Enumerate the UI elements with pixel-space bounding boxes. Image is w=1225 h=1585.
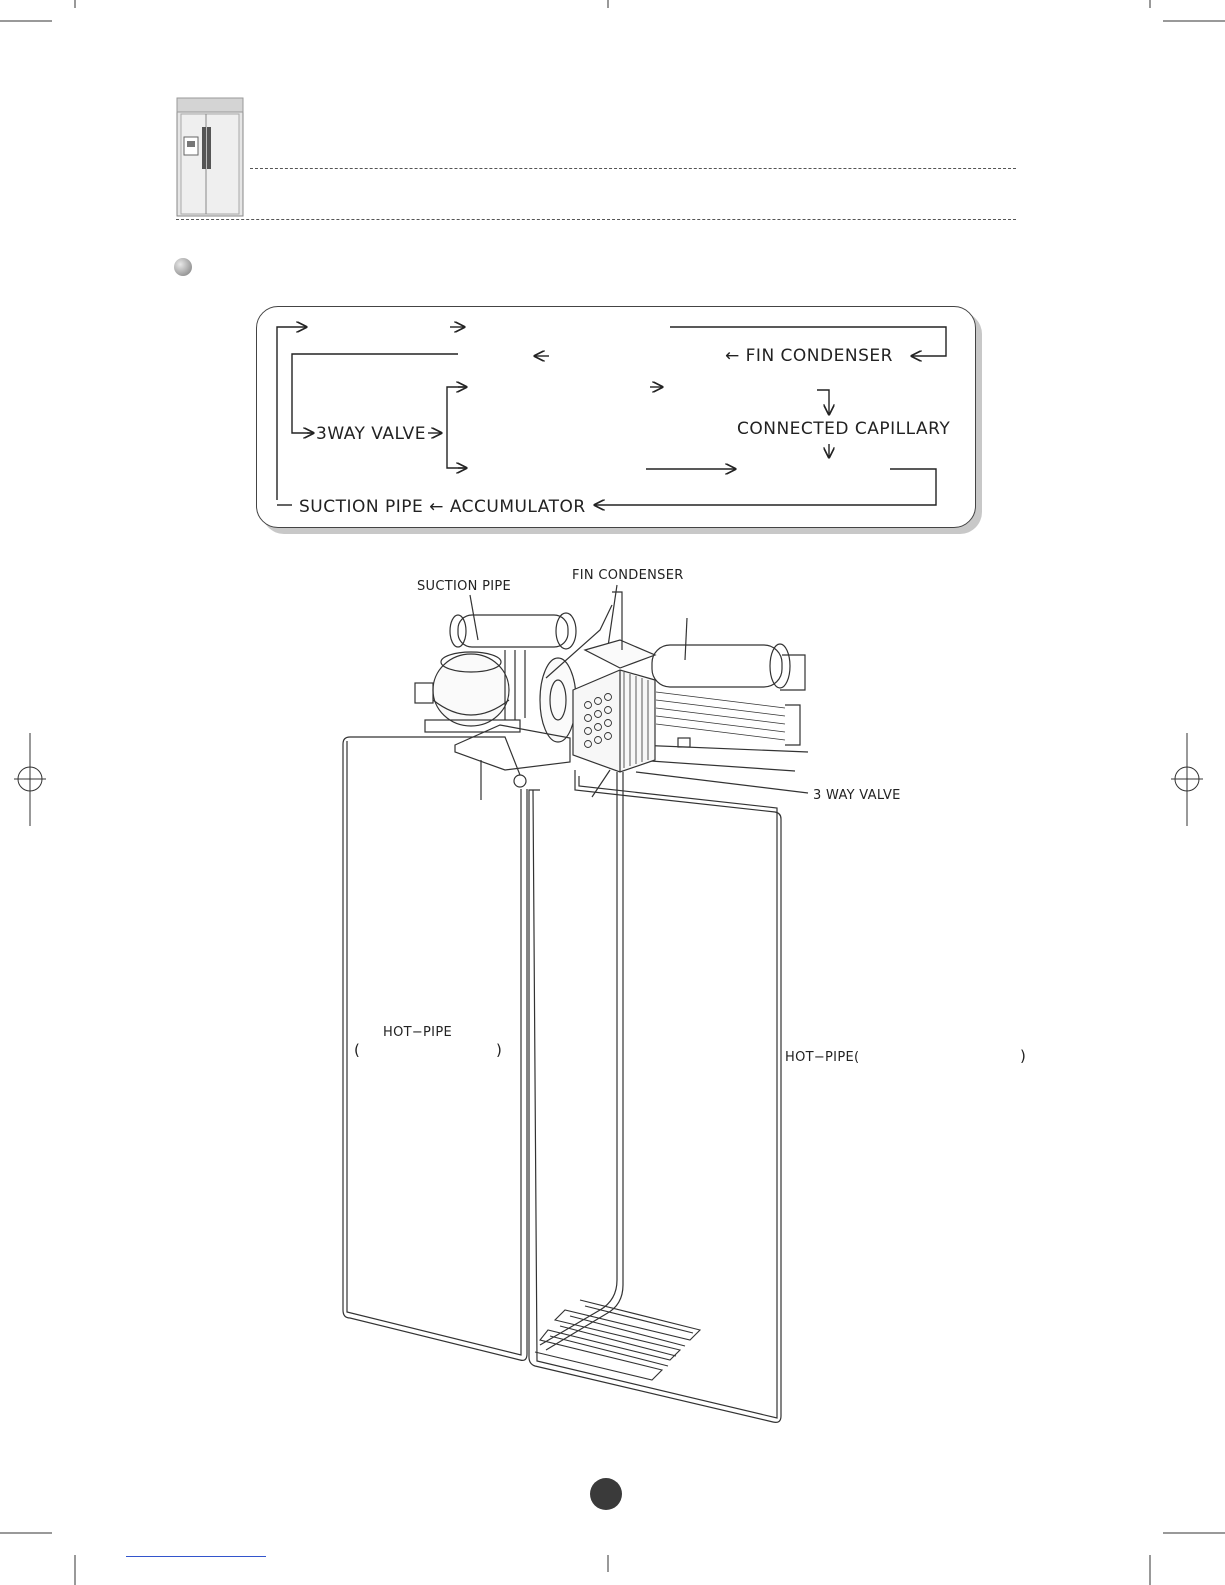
diagram-label-fin-condenser: FIN CONDENSER xyxy=(572,568,684,583)
diagram-label-hot-pipe-left: HOT−PIPE xyxy=(383,1025,452,1040)
page-number-badge xyxy=(590,1478,622,1510)
flow-label-connected-capillary: CONNECTED CAPILLARY xyxy=(737,419,951,439)
flow-label-fin-condenser: ← FIN CONDENSER xyxy=(725,346,893,366)
footer-link-underline[interactable] xyxy=(126,1556,266,1557)
flow-label-suction-accumulator: SUCTION PIPE ← ACCUMULATOR xyxy=(299,497,586,517)
paren-open-left: ( xyxy=(354,1041,360,1059)
diagram-label-suction-pipe: SUCTION PIPE xyxy=(417,579,512,594)
paren-close-left: ) xyxy=(496,1041,502,1059)
diagram-label-3way-valve: 3 WAY VALVE xyxy=(813,788,901,803)
paren-close-right: ) xyxy=(1020,1047,1026,1065)
flow-label-3way-valve: 3WAY VALVE xyxy=(316,424,426,444)
diagram-label-hot-pipe-right: HOT−PIPE( xyxy=(785,1050,860,1065)
